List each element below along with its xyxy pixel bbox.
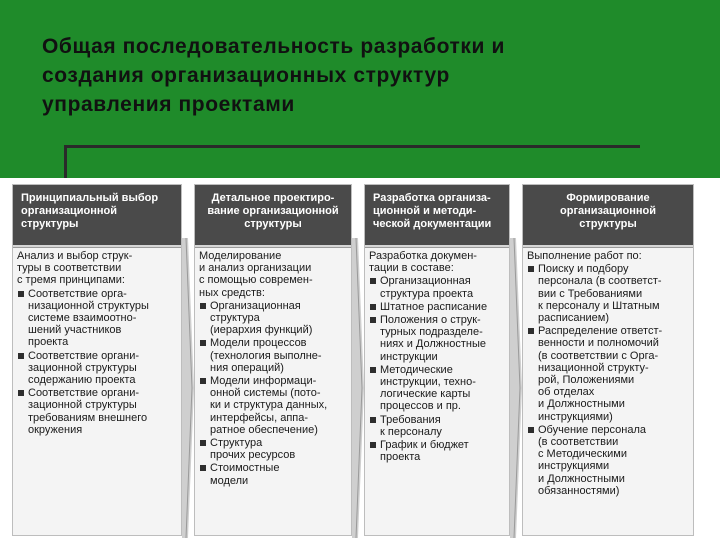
text-line: и Должностными (538, 472, 625, 485)
text-line: Разработка докумен- (369, 250, 477, 262)
square-bullet-icon (200, 440, 206, 446)
column-header (195, 185, 351, 245)
text-line: Соответствие органи- (28, 387, 140, 400)
text-line: требованиям внешнего (28, 411, 148, 424)
column-body (523, 247, 693, 535)
text-line: Методические (380, 363, 453, 376)
text-line: низационной структуры (28, 299, 149, 312)
text-line: структура проекта (380, 287, 474, 300)
text-line: расписанием) (538, 312, 610, 325)
list-item (369, 314, 504, 363)
text-line: Моделирование (199, 250, 282, 262)
arrow-right-icon (182, 238, 194, 538)
column-header-line: Разработка организа- (373, 192, 491, 204)
text-line: График и бюджет (380, 439, 469, 452)
text-line: ных средств: (199, 286, 265, 299)
column-1 (12, 184, 182, 536)
text-line: проекта (380, 451, 421, 464)
text-line: (в соответствии (538, 436, 619, 449)
square-bullet-icon (18, 291, 24, 297)
square-bullet-icon (528, 328, 534, 334)
text-line: Штатное расписание (380, 300, 488, 313)
text-line: Модели информаци- (210, 375, 317, 388)
square-bullet-icon (18, 390, 24, 396)
list-item (17, 350, 176, 387)
list-item (369, 301, 504, 313)
square-bullet-icon (370, 278, 376, 284)
process-diagram (0, 178, 720, 540)
column-body (365, 247, 509, 535)
text-line: с помощью современ- (199, 274, 313, 287)
column-header-line: организационной (560, 205, 656, 217)
list-item (199, 337, 346, 374)
column-body (13, 247, 181, 535)
text-line: к персоналу (380, 425, 442, 438)
square-bullet-icon (370, 367, 376, 373)
column-intro (369, 250, 504, 274)
text-line: Выполнение работ по: (527, 250, 642, 262)
text-line: Поиску и подбору (538, 263, 629, 276)
square-bullet-icon (370, 317, 376, 323)
decorative-rule-horizontal (64, 145, 640, 148)
text-line: вии с Требованиями (538, 287, 643, 300)
text-line: Требования (380, 413, 441, 426)
text-line: с тремя принципами: (17, 274, 125, 287)
text-line: Стоимостные (210, 462, 280, 475)
column-header-line: Детальное проектиро- (211, 192, 335, 204)
square-bullet-icon (528, 266, 534, 272)
column-header-line: структуры (21, 218, 79, 230)
text-line: процессов и пр. (380, 400, 461, 413)
column-header-line: вание организационной (207, 205, 339, 217)
column-intro (199, 250, 346, 299)
text-line: Положения о струк- (380, 314, 481, 327)
text-line: инструкции, техно- (380, 376, 476, 389)
title-banner (0, 0, 720, 178)
text-line: об отделах (538, 386, 595, 399)
text-line: ния операций) (210, 361, 284, 374)
square-bullet-icon (200, 340, 206, 346)
text-line: ниях и Должностные (380, 338, 486, 351)
list-item (199, 462, 346, 486)
column-header-line: Формирование (566, 192, 650, 204)
text-line: и Должностными (538, 398, 625, 411)
text-line: персонала (в соответст- (538, 275, 662, 288)
text-line: интерфейсы, аппа- (210, 411, 309, 424)
text-line: венности и полномочий (538, 337, 659, 350)
column-header-line: структуры (579, 218, 637, 230)
text-line: ратное обеспечение) (210, 423, 318, 436)
list-item (369, 439, 504, 463)
column-header-line: ческой документации (373, 218, 492, 230)
text-line: системе взаимоотно- (28, 312, 137, 325)
text-line: и анализ организации (199, 262, 312, 275)
column-body (195, 247, 351, 535)
square-bullet-icon (200, 465, 206, 471)
list-item (199, 437, 346, 461)
text-line: Организационная (380, 275, 471, 288)
text-line: Структура (210, 437, 263, 450)
column-header (365, 185, 509, 245)
list-item (17, 387, 176, 436)
column-header-line: организационной (21, 205, 117, 217)
text-line: рой, Положениями (538, 374, 635, 387)
text-line: тации в составе: (369, 262, 454, 275)
list-item (369, 414, 504, 438)
text-line: прочих ресурсов (210, 449, 296, 462)
list-item (199, 300, 346, 337)
text-line: к персоналу и Штатным (538, 299, 660, 312)
decorative-rule-vertical (64, 145, 67, 178)
column-header (13, 185, 181, 245)
text-line: Модели процессов (210, 337, 307, 350)
text-line: содержанию проекта (28, 374, 136, 387)
text-line: Организационная (210, 299, 301, 312)
text-line: обязанностями) (538, 484, 620, 497)
text-line: турных подразделе- (380, 326, 483, 339)
text-line: Обучение персонала (538, 423, 647, 436)
text-line: (в соответствии с Орга- (538, 349, 659, 362)
column-header-line: ционной и методи- (373, 205, 477, 217)
column-intro (527, 250, 688, 262)
square-bullet-icon (528, 427, 534, 433)
arrow-right-icon (510, 238, 522, 538)
slide-title: Общая последовательность разработки и создания организационных структур управления проектами (42, 35, 505, 116)
text-line: проекта (28, 336, 69, 349)
text-line: с Методическими (538, 448, 627, 461)
text-line: Распределение ответст- (538, 325, 663, 338)
column-4 (522, 184, 694, 536)
text-line: низационной структу- (538, 361, 649, 374)
square-bullet-icon (370, 304, 376, 310)
column-header (523, 185, 693, 245)
square-bullet-icon (200, 303, 206, 309)
list-item (17, 288, 176, 349)
text-line: Соответствие орга- (28, 287, 127, 300)
text-line: модели (210, 474, 249, 487)
text-line: зационной структуры (28, 399, 137, 412)
square-bullet-icon (18, 353, 24, 359)
square-bullet-icon (370, 442, 376, 448)
text-line: Анализ и выбор струк- (17, 250, 133, 262)
list-item (527, 325, 688, 423)
text-line: зационной структуры (28, 361, 137, 374)
text-line: окружения (28, 423, 83, 436)
text-line: ки и структура данных, (210, 399, 328, 412)
list-item (369, 275, 504, 299)
list-item (199, 375, 346, 436)
column-3 (364, 184, 510, 536)
column-intro (17, 250, 176, 287)
text-line: логические карты (380, 388, 471, 401)
text-line: инструкциями (538, 460, 610, 473)
text-line: инструкциями) (538, 410, 613, 423)
text-line: онной системы (пото- (210, 387, 321, 400)
text-line: структура (210, 312, 260, 325)
column-header-line: Принципиальный выбор (21, 192, 159, 204)
list-item (369, 364, 504, 413)
list-item (527, 424, 688, 497)
text-line: инструкции (380, 350, 438, 363)
text-line: (иерархия функций) (210, 324, 313, 337)
text-line: шений участников (28, 324, 122, 337)
square-bullet-icon (200, 378, 206, 384)
column-2 (194, 184, 352, 536)
arrow-right-icon (352, 238, 364, 538)
column-header-line: структуры (244, 218, 302, 230)
text-line: туры в соответствии (17, 262, 122, 275)
list-item (527, 263, 688, 324)
text-line: Соответствие органи- (28, 349, 140, 362)
square-bullet-icon (370, 417, 376, 423)
text-line: (технология выполне- (210, 349, 322, 362)
